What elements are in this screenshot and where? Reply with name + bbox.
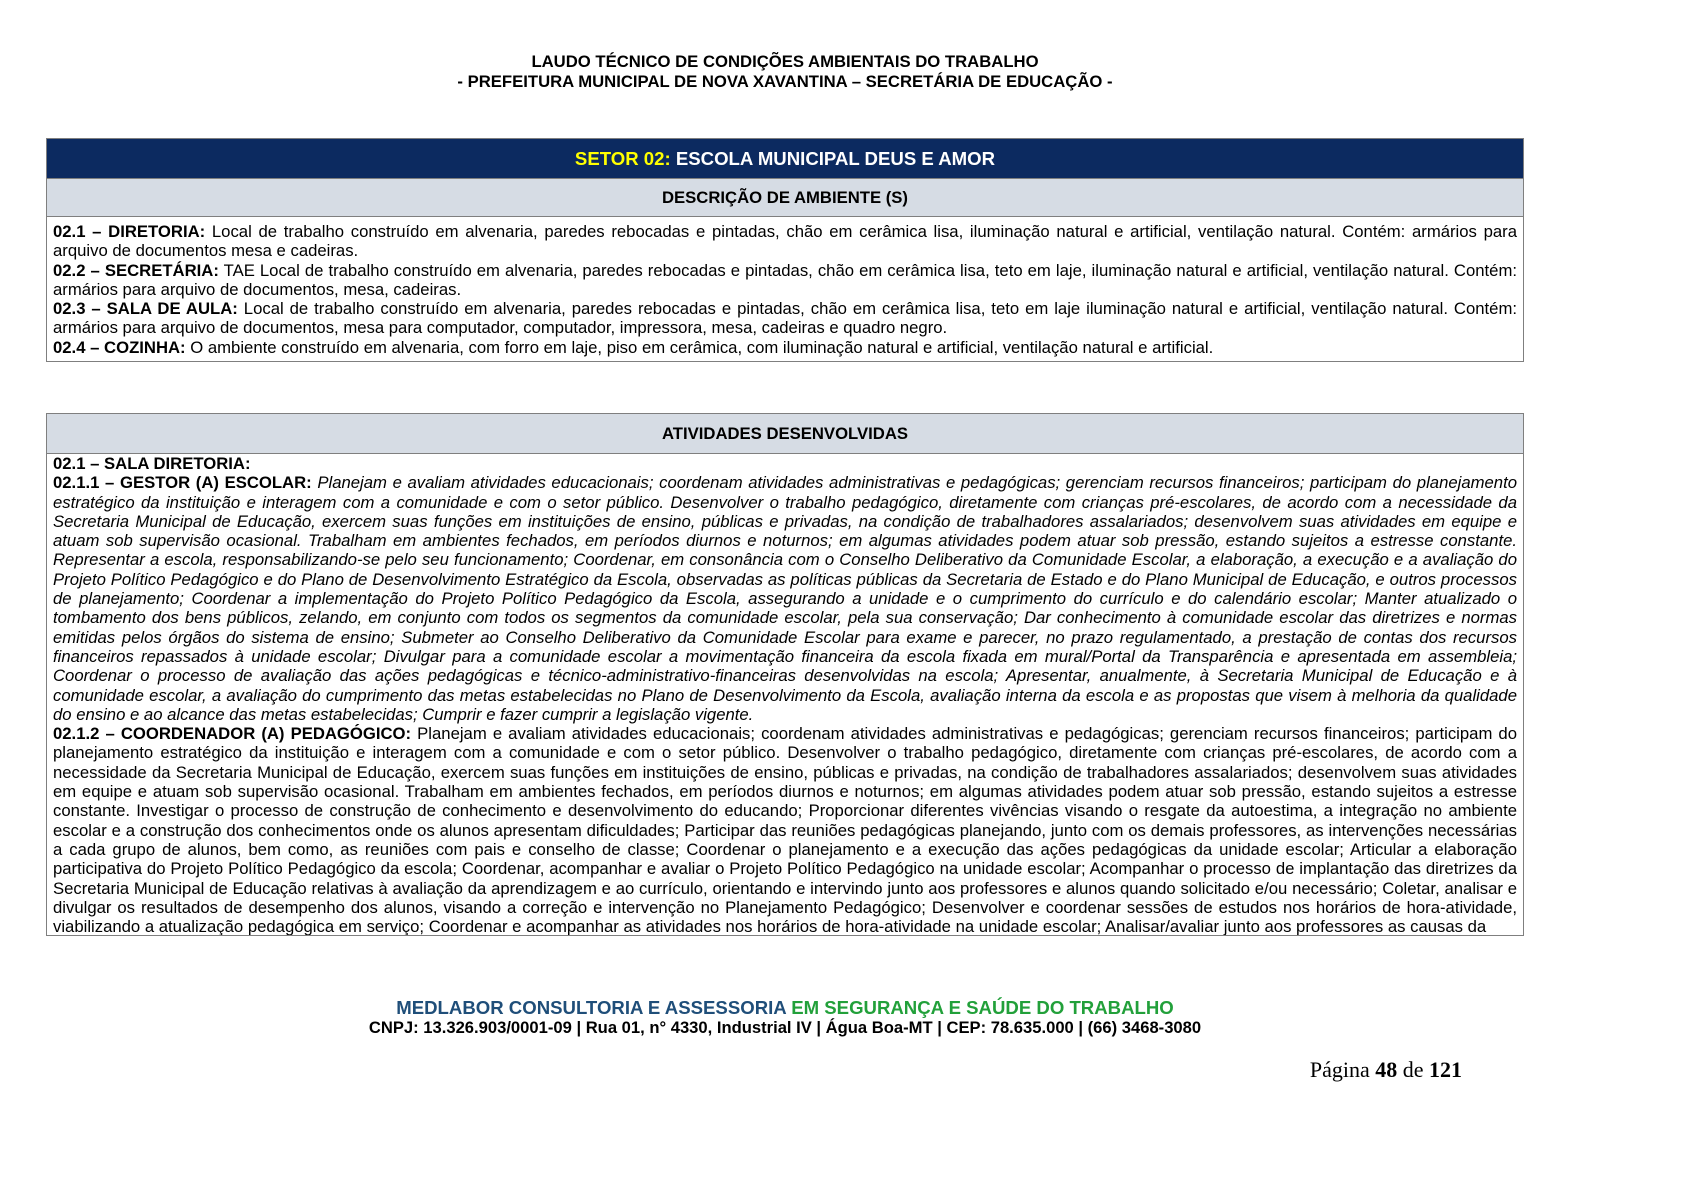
page-number [1310,1058,1462,1082]
activity-code: 02.1.2 – COORDENADOR (A) PEDAGÓGICO: [53,724,412,744]
sector-title-band [47,139,1523,178]
document-header [46,52,1524,92]
document-footer [46,998,1524,1038]
activities-section-label: 02.1 – SALA DIRETORIA: [53,454,251,473]
activity-description: Planejam e avaliam atividades educacionais; coordenam atividades administrativas e pedagógicas; gerenciam recursos financeiros; participam do planejamento estratégico da instituição e interagem com a comunidade e com o setor público. Desenvolver o trabalho pedagógico, diretamente com crianças pré-escolares, de acordo com a necessidade da Secretaria Municipal de Educação, exercem suas funções em instituições de ensino, públicas e privadas, na condição de trabalhadores assalariados; desenvolvem suas atividades em equipe e atuam sob supervisão ocasional. Trabalham em ambientes fechados, em períodos diurnos e noturnos; em algumas atividades podem atuar sob pressão, estando sujeitos a estresse constante. Investigar o processo de construção de conhecimento e desenvolvimento do educando; Proporcionar diferentes vivências visando o resgate da autoestima, a integração no ambiente escolar e a construção dos conhecimentos onde os alunos apresentam dificuldades; Participar das reuniões pedagógicas planejando, junto com os demais professores, as intervenções necessárias a cada grupo de alunos, bem como, as reuniões com pais e conselho de classe; Coordenar o planejamento e a execução das ações pedagógicas da unidade escolar; Articular a elaboração participativa do Projeto Político Pedagógico da escola; Coordenar, acompanhar e avaliar o Projeto Político Pedagógico na unidade escolar; Acompanhar o processo de implantação das diretrizes da Secretaria Municipal de Educação relativas à avaliação da aprendizagem e ao currículo, orientando e intervindo junto aos professores e alunos quando solicitado e/ou necessário; Coletar, analisar e divulgar os resultados de desempenho dos alunos, visando a correção e intervenção no Planejamento Pedagógico; Desenvolver e coordenar sessões de estudos nos horários de hora-atividade, viabilizando a atualização pedagógica em serviço; Coordenar e acompanhar as atividades nos horários de hora-atividade na unidade escolar; Analisar/avaliar junto aos professores as causas da [53,724,1517,935]
environment-code: 02.1 – DIRETORIA: [53,222,206,241]
environment-item [53,299,1517,338]
footer-company-name: MEDLABOR CONSULTORIA E ASSESSORIA [396,997,787,1018]
activity-item [53,473,1517,724]
page-total: 121 [1429,1057,1462,1082]
environment-description: O ambiente construído em alvenaria, com forro em laje, piso em cerâmica, com iluminação natural e artificial, ventilação natural e artificial. [190,337,1214,357]
activities-list [47,454,1523,935]
footer-tagline: EM SEGURANÇA E SAÚDE DO TRABALHO [791,997,1174,1018]
environment-code: 02.3 – SALA DE AULA: [53,299,238,319]
environment-description-table [46,138,1524,362]
environment-list [47,216,1523,361]
document-title: LAUDO TÉCNICO DE CONDIÇÕES AMBIENTAIS DO TRABALHO [531,52,1039,71]
page-separator: de [1402,1057,1424,1082]
footer-company-line [46,998,1524,1018]
environment-code: 02.4 – COZINHA: [53,337,186,357]
activity-description: Planejam e avaliam atividades educacionais; coordenam atividades administrativas e pedagógicas; gerenciam recursos financeiros; participam do planejamento estratégico da instituição e interagem com a comunidade e com o setor público. Desenvolver o trabalho pedagógico, diretamente com crianças pré-escolares, de acordo com a necessidade da Secretaria Municipal de Educação, exercem suas funções em instituições de ensino, públicas e privadas, na condição de trabalhadores assalariados; desenvolvem suas atividades em equipe e atuam sob supervisão ocasional. Trabalham em ambientes fechados, em períodos diurnos e noturnos; em algumas atividades podem atuar sob pressão, estando sujeitos a estresse constante. Representar a escola, responsabilizando-se pelo seu funcionamento; Coordenar, em consonância com o Conselho Deliberativo da Comunidade Escolar, a elaboração, a execução e a avaliação do Projeto Político Pedagógico e do Plano de Desenvolvimento Estratégico da Escola, observadas as políticas públicas da Secretaria de Estado e do Plano Municipal de Educação, e outros processos de planejamento; Coordenar a implementação do Projeto Político Pedagógico da Escola, assegurando a unidade e o cumprimento do currículo e do calendário escolar; Manter atualizado o tombamento dos bens públicos, zelando, em conjunto com todos os segmentos da comunidade escolar, pela sua conservação; Dar conhecimento à comunidade escolar das diretrizes e normas emitidas pelos órgãos do sistema de ensino; Submeter ao Conselho Deliberativo da Comunidade Escolar para exame e parecer, no prazo regulamentado, a prestação de contas dos recursos financeiros repassados à unidade escolar; Divulgar para a comunidade escolar a movimentação financeira da escola fixada em mural/Portal da Transparência e apresentada em assembleia; Coordenar o processo de avaliação das ações pedagógicas e técnico-administrativo-financeiras desenvolvidas na escola; Apresentar, anualmente, à Secretaria Municipal de Educação e à comunidade escolar, a avaliação do cumprimento das metas estabelecidas no Plano de Desenvolvimento da Escola, avaliação interna da escola e as propostas que visem à melhoria da qualidade do ensino e ao alcance das metas estabelecidas; Cumprir e fazer cumprir a legislação vigente. [53,473,1517,724]
document-subtitle: - PREFEITURA MUNICIPAL DE NOVA XAVANTINA – SECRETÁRIA DE EDUCAÇÃO - [457,72,1113,91]
environment-description: TAE Local de trabalho construído em alvenaria, paredes rebocadas e pintadas, chão em cerâmica lisa, teto em laje, iluminação natural e artificial, ventilação natural. Contém: armários para arquivo de documentos, mesa, cadeiras. [53,260,1517,299]
activities-heading: ATIVIDADES DESENVOLVIDAS [47,414,1523,454]
environment-heading: DESCRIÇÃO DE AMBIENTE (S) [47,178,1523,216]
footer-contact: CNPJ: 13.326.903/0001-09 | Rua 01, n° 4330, Industrial IV | Água Boa-MT | CEP: 78.635.000 | (66) 3468-3080 [368,1018,1202,1037]
environment-item [53,338,1517,357]
environment-description: Local de trabalho construído em alvenaria, paredes rebocadas e pintadas, chão em cerâmica lisa, iluminação natural e artificial, ventilação natural. Contém: armários para arquivo de documentos mesa e cadeiras. [53,222,1517,261]
environment-item [53,222,1517,261]
page-label: Página [1309,1057,1370,1082]
activity-code: 02.1.1 – GESTOR (A) ESCOLAR: [53,473,312,493]
sector-name: ESCOLA MUNICIPAL DEUS E AMOR [675,148,996,169]
activity-item [53,724,1517,935]
environment-description: Local de trabalho construído em alvenaria, paredes rebocadas e pintadas, chão em cerâmica lisa, teto em laje iluminação natural e artificial, ventilação natural. Contém: armários para arquivo de documentos, mesa para computador, computador, impressora, mesa, cadeiras e quadro negro. [53,299,1517,338]
environment-item [53,261,1517,300]
page-current: 48 [1375,1057,1398,1082]
environment-code: 02.2 – SECRETÁRIA: [53,260,219,280]
activities-section-title [53,454,1517,473]
activities-table [46,413,1524,936]
sector-label: SETOR 02: [574,148,671,169]
